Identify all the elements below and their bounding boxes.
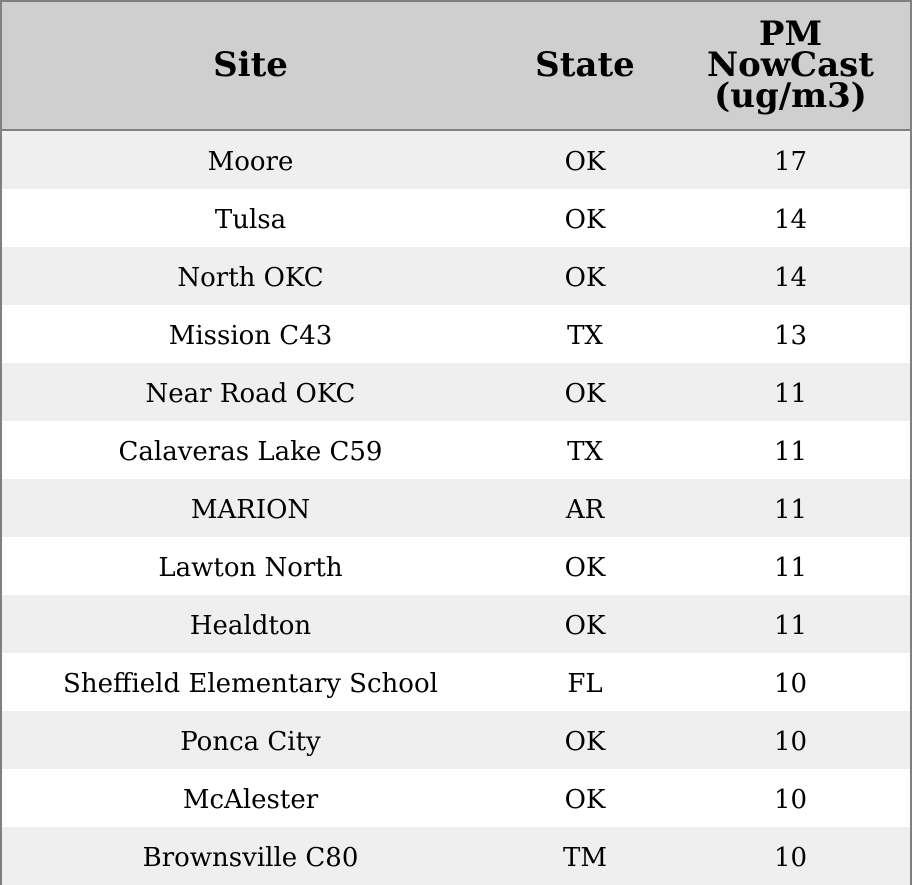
site-cell: Sheffield Elementary School bbox=[63, 668, 438, 699]
table-row bbox=[2, 595, 910, 653]
pm-value-cell: 11 bbox=[773, 436, 808, 467]
state-cell: OK bbox=[564, 784, 606, 815]
table-row bbox=[2, 131, 910, 189]
state-cell: TX bbox=[567, 436, 603, 467]
site-cell: North OKC bbox=[177, 262, 324, 293]
state-cell: OK bbox=[564, 204, 606, 235]
table-body bbox=[2, 131, 910, 883]
pm-value-cell: 11 bbox=[773, 610, 808, 641]
state-cell: OK bbox=[564, 262, 606, 293]
pm-value-cell: 10 bbox=[773, 726, 808, 757]
pm-value-cell: 11 bbox=[773, 494, 808, 525]
table-row bbox=[2, 363, 910, 421]
pm-value-cell: 14 bbox=[773, 204, 808, 235]
state-cell: AR bbox=[565, 494, 605, 525]
state-cell: OK bbox=[564, 146, 606, 177]
pm-value-cell: 17 bbox=[773, 146, 808, 177]
table-row bbox=[2, 421, 910, 479]
state-cell: FL bbox=[567, 668, 603, 699]
table-header bbox=[2, 2, 910, 131]
pm-value-cell: 13 bbox=[773, 320, 808, 351]
table-row bbox=[2, 305, 910, 363]
header-pm-nowcast-label: PM NowCast (ug/m3) bbox=[707, 14, 874, 116]
site-cell: Calaveras Lake C59 bbox=[118, 436, 383, 467]
site-cell: Mission C43 bbox=[168, 320, 333, 351]
state-cell: OK bbox=[564, 610, 606, 641]
table-row bbox=[2, 247, 910, 305]
site-cell: Brownsville C80 bbox=[142, 842, 359, 873]
site-cell: McAlester bbox=[182, 784, 319, 815]
pm-value-cell: 11 bbox=[773, 378, 808, 409]
table-row bbox=[2, 769, 910, 827]
site-cell: MARION bbox=[190, 494, 311, 525]
site-cell: Ponca City bbox=[180, 726, 321, 757]
state-cell: OK bbox=[564, 378, 606, 409]
header-pm-nowcast bbox=[671, 2, 910, 129]
state-cell: OK bbox=[564, 726, 606, 757]
table-row bbox=[2, 711, 910, 769]
site-cell: Healdton bbox=[189, 610, 312, 641]
state-cell: TM bbox=[563, 842, 607, 873]
table-row bbox=[2, 653, 910, 711]
table-row bbox=[2, 827, 910, 885]
pm-value-cell: 11 bbox=[773, 552, 808, 583]
table-row bbox=[2, 537, 910, 595]
table-row bbox=[2, 189, 910, 247]
pm-value-cell: 14 bbox=[773, 262, 808, 293]
state-cell: OK bbox=[564, 552, 606, 583]
site-cell: Near Road OKC bbox=[145, 378, 356, 409]
pm-value-cell: 10 bbox=[773, 842, 808, 873]
header-site: Site bbox=[213, 45, 288, 85]
pm-value-cell: 10 bbox=[773, 784, 808, 815]
pm-value-cell: 10 bbox=[773, 668, 808, 699]
site-cell: Moore bbox=[207, 146, 294, 177]
site-cell: Tulsa bbox=[214, 204, 287, 235]
header-state: State bbox=[535, 45, 635, 85]
site-cell: Lawton North bbox=[158, 552, 343, 583]
table-row bbox=[2, 479, 910, 537]
state-cell: TX bbox=[567, 320, 603, 351]
